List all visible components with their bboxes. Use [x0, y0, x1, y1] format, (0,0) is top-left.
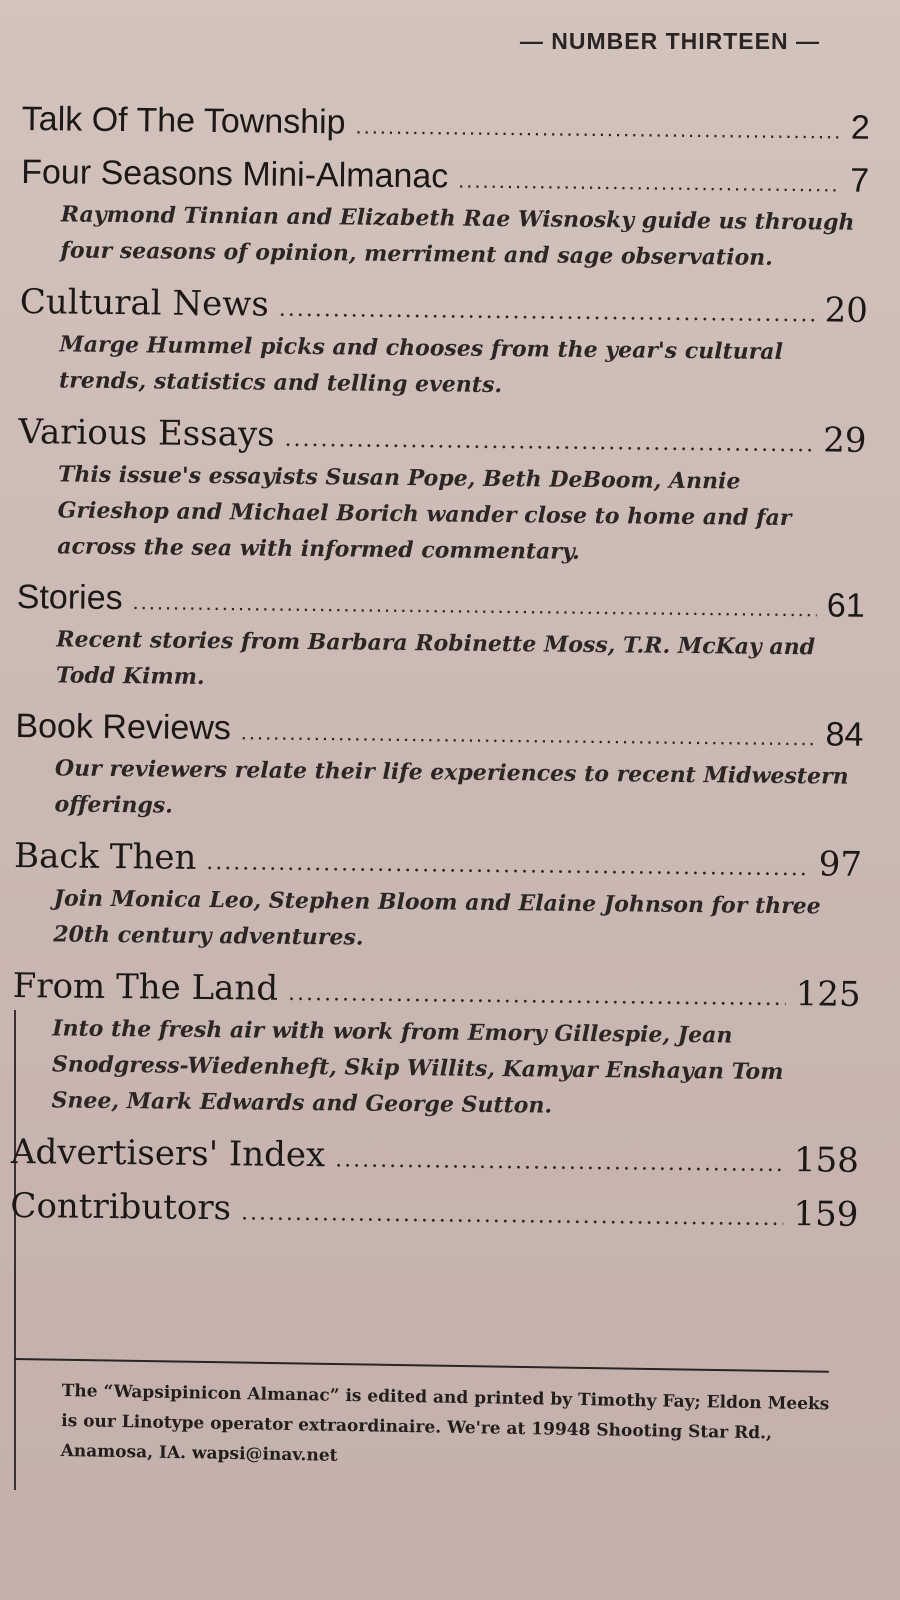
- toc-entry-four-seasons: [20, 153, 869, 277]
- toc-description: Raymond Tinnian and Elizabeth Rae Wisnosky guide us through four seasons of opinion, merriment and sage observation.: [60, 201, 855, 271]
- toc-page-number: 2: [850, 108, 870, 147]
- toc-entry-row: [17, 578, 865, 626]
- toc-page-number: 125: [795, 974, 861, 1015]
- toc-title: Advertisers' Index: [10, 1131, 326, 1176]
- toc-entry-row: [21, 153, 869, 201]
- toc-page-number: 97: [818, 844, 863, 885]
- toc-entry-row: [22, 100, 870, 148]
- dot-leader: [458, 168, 840, 198]
- toc-page-number: 61: [826, 586, 865, 625]
- toc-description: Marge Hummel picks and chooses from the year's cultural trends, statistics and telling events.: [58, 331, 784, 399]
- dot-leader: [284, 427, 813, 458]
- toc-title: Four Seasons Mini-Almanac: [21, 152, 449, 196]
- footer-divider: [14, 1358, 829, 1373]
- toc-entry-talk-of-the-township: [22, 100, 870, 148]
- toc-entry-advertisers-index: [11, 1132, 859, 1181]
- toc-description: Join Monica Leo, Stephen Bloom and Elaine Johnson for three 20th century adventures.: [53, 885, 821, 951]
- issue-number: — NUMBER THIRTEEN —: [519, 28, 820, 54]
- dot-leader: [335, 1147, 784, 1177]
- toc-entry-row: [10, 1186, 858, 1235]
- toc-description: This issue's essayists Susan Pope, Beth DeBoom, Annie Grieshop and Michael Borich wander close to home and far across the sea with informed commentary.: [57, 461, 792, 565]
- toc-entry-from-the-land: [11, 966, 861, 1127]
- toc-entry-various-essays: [17, 412, 867, 573]
- toc-page-number: 159: [793, 1194, 859, 1235]
- dot-leader: [288, 981, 786, 1011]
- toc-entry-back-then: [13, 836, 862, 961]
- toc-page-number: 20: [824, 290, 869, 331]
- toc-title: Various Essays: [18, 411, 275, 455]
- toc-page-number: 29: [823, 420, 867, 461]
- toc-entry-contributors: [10, 1186, 858, 1235]
- table-of-contents: [10, 100, 870, 1249]
- toc-entry-stories: [16, 578, 865, 702]
- toc-page-number: 84: [825, 715, 864, 754]
- dot-leader: [206, 850, 809, 881]
- dot-leader: [279, 297, 815, 328]
- toc-description: Recent stories from Barbara Robinette Moss, T.R. McKay and Todd Kimm.: [55, 626, 816, 690]
- colophon-text: The “Wapsipinicon Almanac” is edited and printed by Timothy Fay; Eldon Meeks is our Linotype operator extraordinaire. We're at 19948 Shooting Star Rd., Anamosa, IA. wapsi@inav.net: [60, 1380, 830, 1466]
- toc-entry-row: [20, 282, 868, 331]
- toc-title: Stories: [16, 577, 123, 618]
- toc-entry-row: [13, 966, 861, 1015]
- toc-title: Back Then: [13, 835, 197, 878]
- dot-leader: [132, 589, 817, 622]
- toc-entry-book-reviews: [14, 707, 863, 831]
- toc-entry-row: [11, 1132, 859, 1181]
- toc-description: Into the fresh air with work from Emory Gillespie, Jean Snodgress-Wiedenheft, Skip Willits, Kamyar Enshayan Tom Snee, Mark Edwards and George Sutton.: [51, 1015, 784, 1119]
- toc-title: Cultural News: [19, 281, 270, 325]
- dot-leader: [355, 113, 841, 144]
- toc-title: Contributors: [10, 1185, 232, 1229]
- toc-title: Book Reviews: [15, 706, 232, 748]
- toc-entry-row: [18, 412, 866, 461]
- toc-entry-row: [15, 707, 863, 755]
- toc-entry-cultural-news: [19, 282, 868, 407]
- dot-leader: [241, 1200, 784, 1231]
- dot-leader: [241, 719, 816, 751]
- toc-description: Our reviewers relate their life experiences to recent Midwestern offerings.: [54, 755, 849, 819]
- toc-entry-row: [14, 836, 862, 885]
- toc-title: Talk Of The Township: [21, 100, 346, 142]
- toc-title: From The Land: [12, 965, 279, 1009]
- toc-page-number: 158: [793, 1140, 860, 1181]
- toc-page-number: 7: [850, 161, 870, 200]
